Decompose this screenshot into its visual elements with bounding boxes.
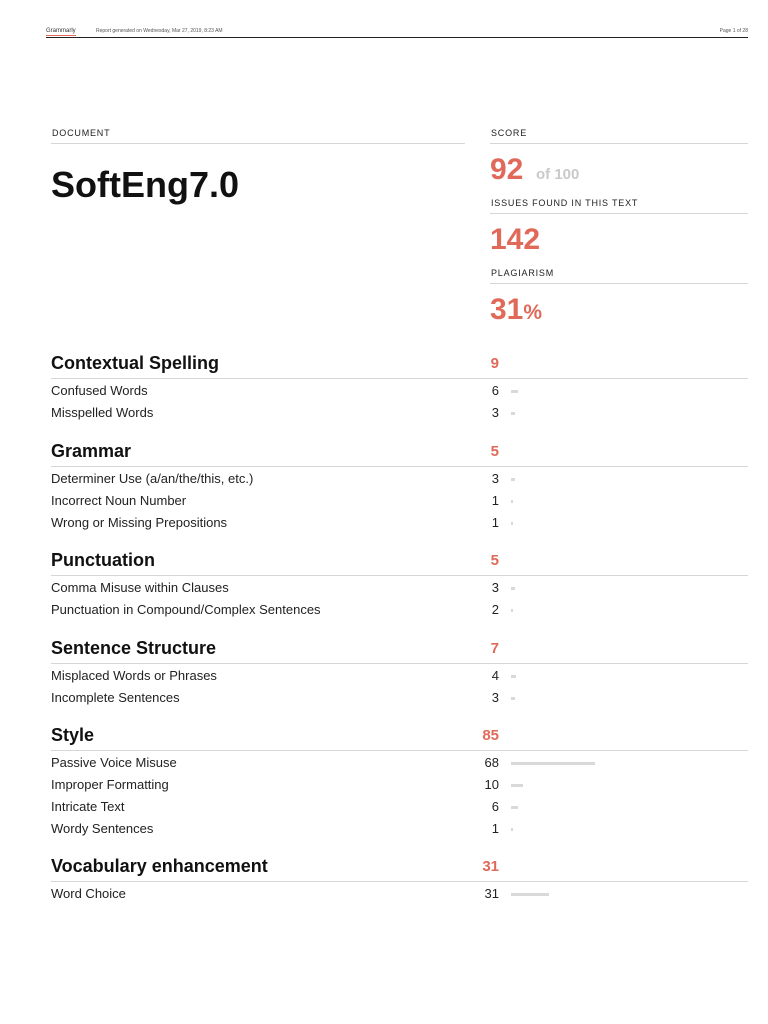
score-value: 92: [490, 153, 524, 186]
plagiarism-number: 31: [490, 293, 524, 326]
issue-row: [51, 668, 748, 688]
category-divider: [51, 575, 748, 576]
issue-label: Word Choice: [51, 886, 126, 901]
issue-count: 3: [491, 580, 499, 595]
issue-count: 1: [491, 493, 499, 508]
category-count: 85: [482, 727, 499, 744]
issue-row: [51, 493, 748, 513]
issue-label: Punctuation in Compound/Complex Sentences: [51, 602, 321, 617]
issue-row: [51, 690, 748, 710]
report-generated-date: Report generated on Wednesday, Mar 27, 2019, 8:23 AM: [96, 28, 223, 34]
category-title: Style: [51, 725, 95, 745]
issue-label: Determiner Use (a/an/the/this, etc.): [51, 471, 254, 486]
issue-bar: [511, 478, 515, 481]
category-divider: [51, 750, 748, 751]
document-title: SoftEng7.0: [51, 164, 240, 205]
issue-row: [51, 515, 748, 535]
issue-row: [51, 405, 748, 425]
category-title: Sentence Structure: [51, 638, 217, 658]
plagiarism-unit: %: [523, 301, 543, 324]
issue-count: 1: [491, 821, 499, 836]
category-divider: [51, 378, 748, 379]
issue-bar: [511, 806, 518, 809]
document-label: DOCUMENT: [52, 128, 111, 138]
issue-label: Improper Formatting: [51, 777, 169, 792]
score-divider: [490, 143, 748, 144]
page-number: Page 1 of 28: [719, 28, 748, 34]
issue-bar: [511, 390, 518, 393]
category-title: Contextual Spelling: [51, 353, 220, 373]
issue-count: 68: [484, 755, 499, 770]
issue-row: [51, 799, 748, 819]
brand-logo: Grammarly: [46, 28, 76, 34]
category-title: Punctuation: [51, 550, 155, 570]
issue-count: 6: [491, 383, 499, 398]
issue-count: 2: [491, 602, 499, 617]
category-divider: [51, 466, 748, 467]
issue-bar: [511, 522, 513, 525]
category-title: Vocabulary enhancement: [51, 856, 268, 876]
issue-row: [51, 821, 748, 841]
issue-row: [51, 383, 748, 403]
issue-bar: [511, 828, 513, 831]
issue-row: [51, 471, 748, 491]
issue-count: 6: [491, 799, 499, 814]
issue-bar: [511, 893, 549, 896]
score-label: SCORE: [491, 128, 528, 138]
issue-count: 31: [484, 886, 499, 901]
issue-label: Wrong or Missing Prepositions: [51, 515, 228, 530]
issues-value: 142: [490, 223, 541, 256]
issues-divider: [490, 213, 748, 214]
issue-bar: [511, 500, 513, 503]
issue-count: 1: [491, 515, 499, 530]
issue-bar: [511, 697, 515, 700]
issue-count: 10: [484, 777, 499, 792]
category-divider: [51, 663, 748, 664]
issue-row: [51, 755, 748, 775]
issue-label: Passive Voice Misuse: [51, 755, 177, 770]
plagiarism-label: PLAGIARISM: [491, 268, 555, 278]
category-count: 31: [482, 858, 499, 875]
score-out-of: of 100: [536, 166, 580, 183]
category-count: 7: [490, 640, 499, 657]
issue-bar: [511, 784, 523, 787]
plagiarism-value: [490, 294, 542, 329]
issues-label: ISSUES FOUND IN THIS TEXT: [491, 198, 639, 208]
issue-label: Confused Words: [51, 383, 148, 398]
issue-bar: [511, 587, 515, 590]
issue-label: Misspelled Words: [51, 405, 154, 420]
issue-row: [51, 602, 748, 622]
issue-bar: [511, 675, 516, 678]
category-count: 5: [490, 443, 499, 460]
issue-count: 4: [491, 668, 499, 683]
issue-row: [51, 886, 748, 906]
issue-count: 3: [491, 405, 499, 420]
category-count: 5: [490, 552, 499, 569]
issue-row: [51, 580, 748, 600]
issue-label: Misplaced Words or Phrases: [51, 668, 217, 683]
issue-label: Incomplete Sentences: [51, 690, 180, 705]
issue-label: Wordy Sentences: [51, 821, 154, 836]
category-title: Grammar: [51, 441, 132, 461]
issue-row: [51, 777, 748, 797]
category-divider: [51, 881, 748, 882]
category-count: 9: [490, 355, 499, 372]
plagiarism-divider: [490, 283, 748, 284]
document-divider: [51, 143, 465, 144]
issue-label: Intricate Text: [51, 799, 125, 814]
report-header: [46, 27, 748, 38]
issue-label: Comma Misuse within Clauses: [51, 580, 229, 595]
issue-count: 3: [491, 471, 499, 486]
issue-bar: [511, 412, 515, 415]
issue-bar: [511, 609, 513, 612]
issue-count: 3: [491, 690, 499, 705]
issue-bar: [511, 762, 595, 765]
issue-label: Incorrect Noun Number: [51, 493, 187, 508]
